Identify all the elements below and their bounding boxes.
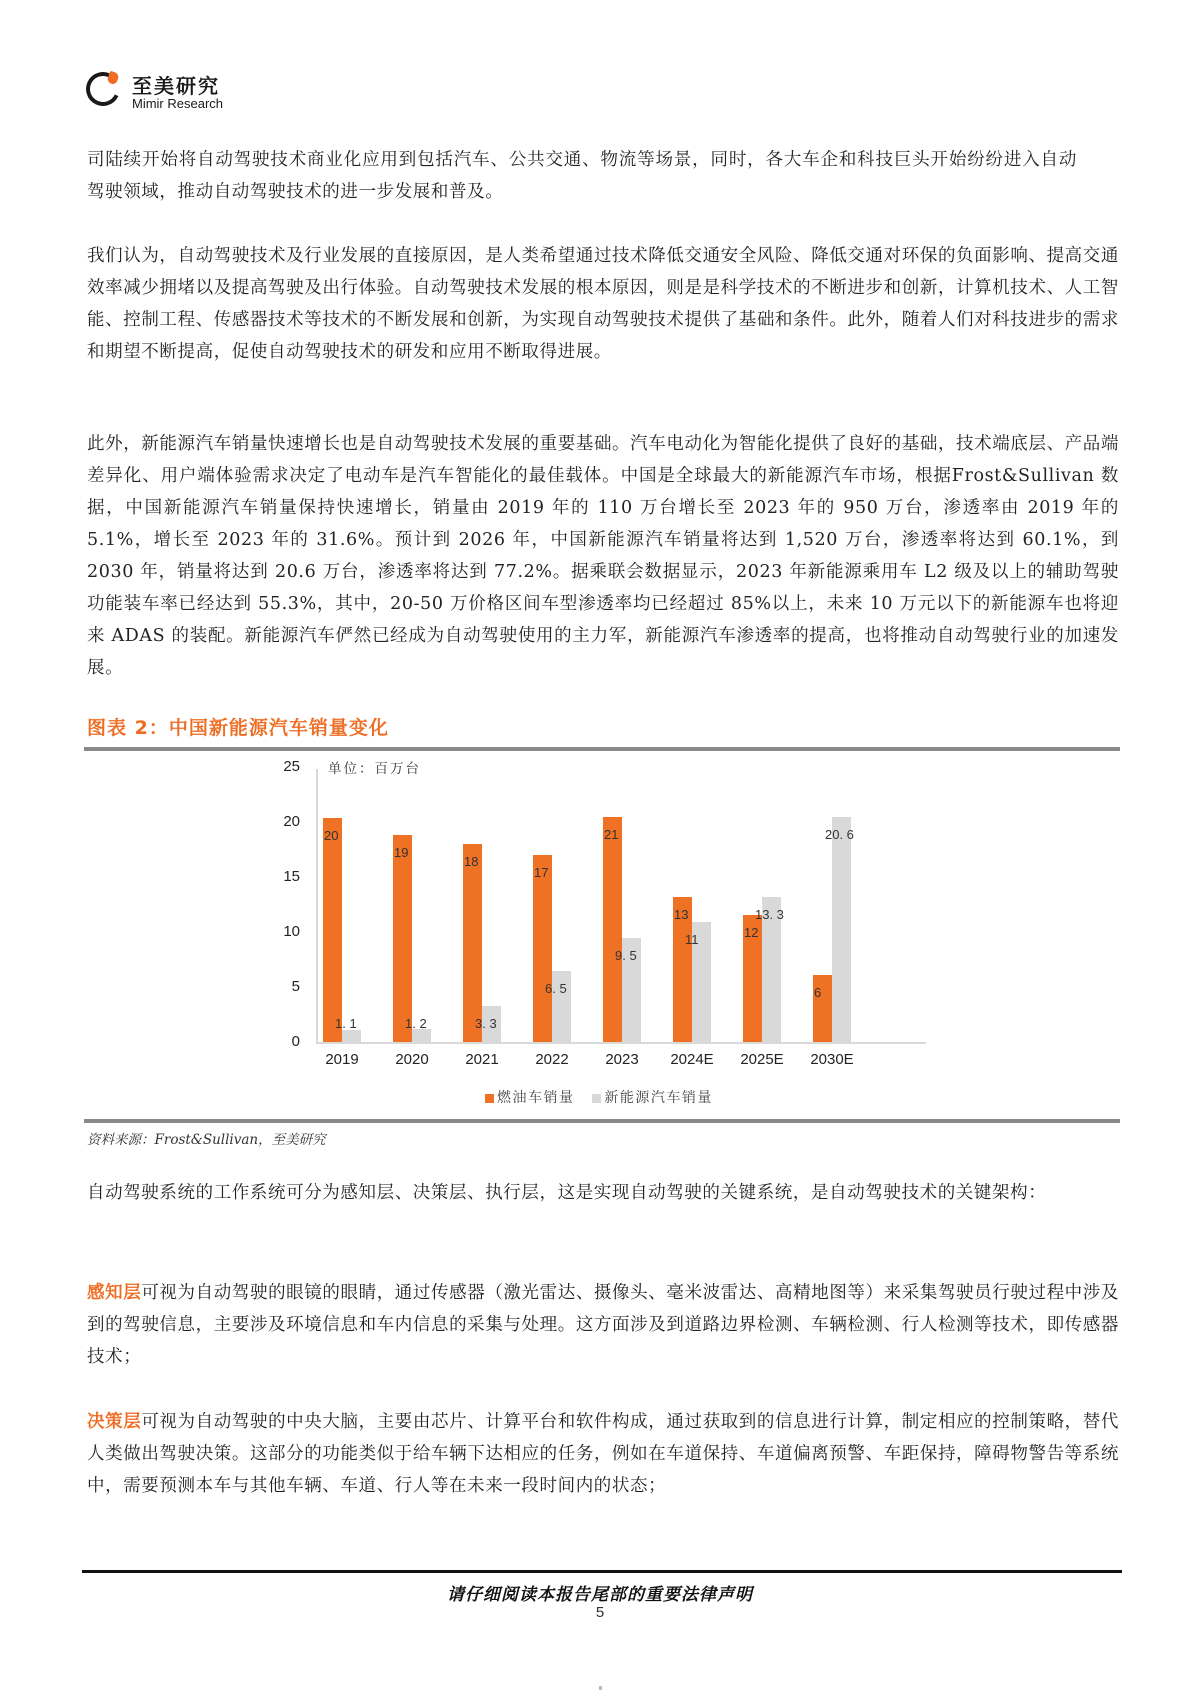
x-tick-label: 2025E [740,1051,784,1068]
perception-layer-term: 感知层 [87,1283,142,1303]
figure-top-rule [84,747,1120,751]
paragraph-3: 此外，新能源汽车销量快速增长也是自动驾驶技术发展的重要基础。汽车电动化为智能化提供了良好的基础，技术端底层、产品端差异化、用户端体验需求决定了电动车是汽车智能化的最佳载体。中国是全球最大的新能源汽车市场，根据Frost&Sullivan 数据，中国新能源汽车销量保持快速增长，销量由 2019 年的 110 万台增长至 2023 年的 950 万台，渗透率由 2019 年的 5.1%，增长至 2023 年的 31.6%。预计到 2026 年，中国新能源汽车销量将达到 1,520 万台，渗透率将达到 60.1%，到 2030 年，销量将达到 20.6 万台，渗透率将达到 77.2%。据乘联会数据显示，2023 年新能源乘用车 L2 级及以上的辅助驾驶功能装车率已经达到 55.3%，其中，20-50 万价格区间车型渗透率均已经超过 85%以上，未来 10 万元以下的新能源车也将迎来 ADAS 的装配。新能源汽车俨然已经成为自动驾驶使用的主力军，新能源汽车渗透率的提高，也将推动自动驾驶行业的加速发展。 [87,434,1119,678]
x-tick-label: 2019 [325,1051,359,1068]
bar-value-label: 20 [324,828,339,844]
legal-notice: 请仔细阅读本报告尾部的重要法律声明 [447,1585,753,1605]
logo-en-text: Mimir Research [132,96,224,111]
bar-ice-2021 [463,844,482,1042]
y-tick: 10 [283,923,300,940]
y-tick: 20 [283,813,300,830]
legend [485,1087,713,1107]
unit-label: 单位：百万台 [328,761,421,777]
page-mark [599,1686,602,1690]
bar-value-label: 21 [604,827,619,843]
decision-layer-term: 决策层 [87,1412,142,1432]
perception-layer-desc: 可视为自动驾驶的眼镜的眼睛，通过传感器（激光雷达、摄像头、毫米波雷达、高精地图等）来采集驾驶员行驶过程中涉及到的驾驶信息，主要涉及环境信息和车内信息的采集与处理。这方面涉及到道路边界检测、车辆检测、行人检测等技术，即传感器技术； [87,1283,1119,1367]
legend-swatch-ice [485,1094,494,1103]
bar-value-label: 12 [744,925,759,941]
legend-label-ice: 燃油车销量 [497,1090,575,1106]
paragraph-1: 司陆续开始将自动驾驶技术商业化应用到包括汽车、公共交通、物流等场景，同时，各大车企和科技巨头开始纷纷进入自动驾驶领域，推动自动驾驶技术的进一步发展和普及。 [87,150,1077,202]
bar-value-label: 13 [674,906,689,922]
paragraph-2: 我们认为，自动驾驶技术及行业发展的直接原因，是人类希望通过技术降低交通安全风险、降低交通对环保的负面影响、提高交通效率减少拥堵以及提高驾驶及出行体验。自动驾驶技术发展的根本原因，则是是科学技术的不断进步和创新，计算机技术、人工智能、控制工程、传感器技术等技术的不断发展和创新，为实现自动驾驶技术提供了基础和条件。此外，随着人们对科技进步的需求和期望不断提高，促使自动驾驶技术的研发和应用不断取得进展。 [87,246,1119,362]
legend-swatch-nev [592,1094,601,1103]
bar-ice-2019 [323,818,342,1042]
paragraph-4: 自动驾驶系统的工作系统可分为感知层、决策层、执行层，这是实现自动驾驶的关键系统，是自动驾驶技术的关键架构： [87,1183,1047,1203]
page-number: 5 [595,1604,605,1621]
bar-value-label: 9. 5 [615,948,637,964]
paragraph-decision [87,1406,1119,1502]
x-axis [316,1042,926,1044]
x-tick-label: 2021 [465,1051,499,1068]
bar-value-label: 18 [464,854,479,870]
x-tick-label: 2020 [395,1051,429,1068]
y-tick: 15 [283,868,300,885]
bar-value-label: 20. 6 [825,827,854,843]
x-tick-label: 2024E [670,1051,714,1068]
y-tick: 25 [283,758,300,775]
x-tick-label: 2023 [605,1051,639,1068]
bar-value-label: 6. 5 [545,981,567,997]
logo-cn-text: 至美研究 [132,74,220,98]
x-tick-label: 2022 [535,1051,569,1068]
y-tick: 5 [291,978,300,995]
bar-value-label: 19 [394,844,409,860]
bar-value-label: 11 [685,931,699,947]
bar-value-label: 3. 3 [475,1015,497,1031]
bar-value-label: 17 [534,865,549,881]
figure-bottom-rule [84,1119,1120,1123]
bar-nev-2019 [342,1030,361,1042]
bar-nev-2030E [832,817,851,1042]
bar-ice-2020 [393,835,412,1042]
logo [86,68,286,118]
y-axis [316,769,318,1043]
decision-layer-desc: 可视为自动驾驶的中央大脑，主要由芯片、计算平台和软件构成，通过获取到的信息进行计算，制定相应的控制策略，替代人类做出驾驶决策。这部分的功能类似于给车辆下达相应的任务，例如在车道保持、车道偏离预警、车距保持，障碍物警告等系统中，需要预测本车与其他车辆、车道、行人等在未来一段时间内的状态； [87,1412,1119,1496]
x-tick-label: 2030E [810,1051,854,1068]
bar-value-label: 13. 3 [755,906,784,922]
bar-ice-2023 [603,817,622,1042]
figure-source: 资料来源：Frost&Sullivan，至美研究 [87,1132,326,1148]
y-tick: 0 [291,1033,300,1050]
bar-chart [260,755,960,1106]
footer-rule [82,1570,1122,1573]
logo-ring-icon [81,67,125,111]
paragraph-perception [87,1277,1119,1373]
figure-title: 图表 2：中国新能源汽车销量变化 [87,717,389,739]
bar-value-label: 1. 2 [405,1016,427,1031]
bar-value-label: 1. 1 [335,1016,357,1031]
legend-label-nev: 新能源汽车销量 [604,1090,713,1106]
bar-ice-2022 [533,855,552,1042]
bar-value-label: 6 [814,985,822,1001]
